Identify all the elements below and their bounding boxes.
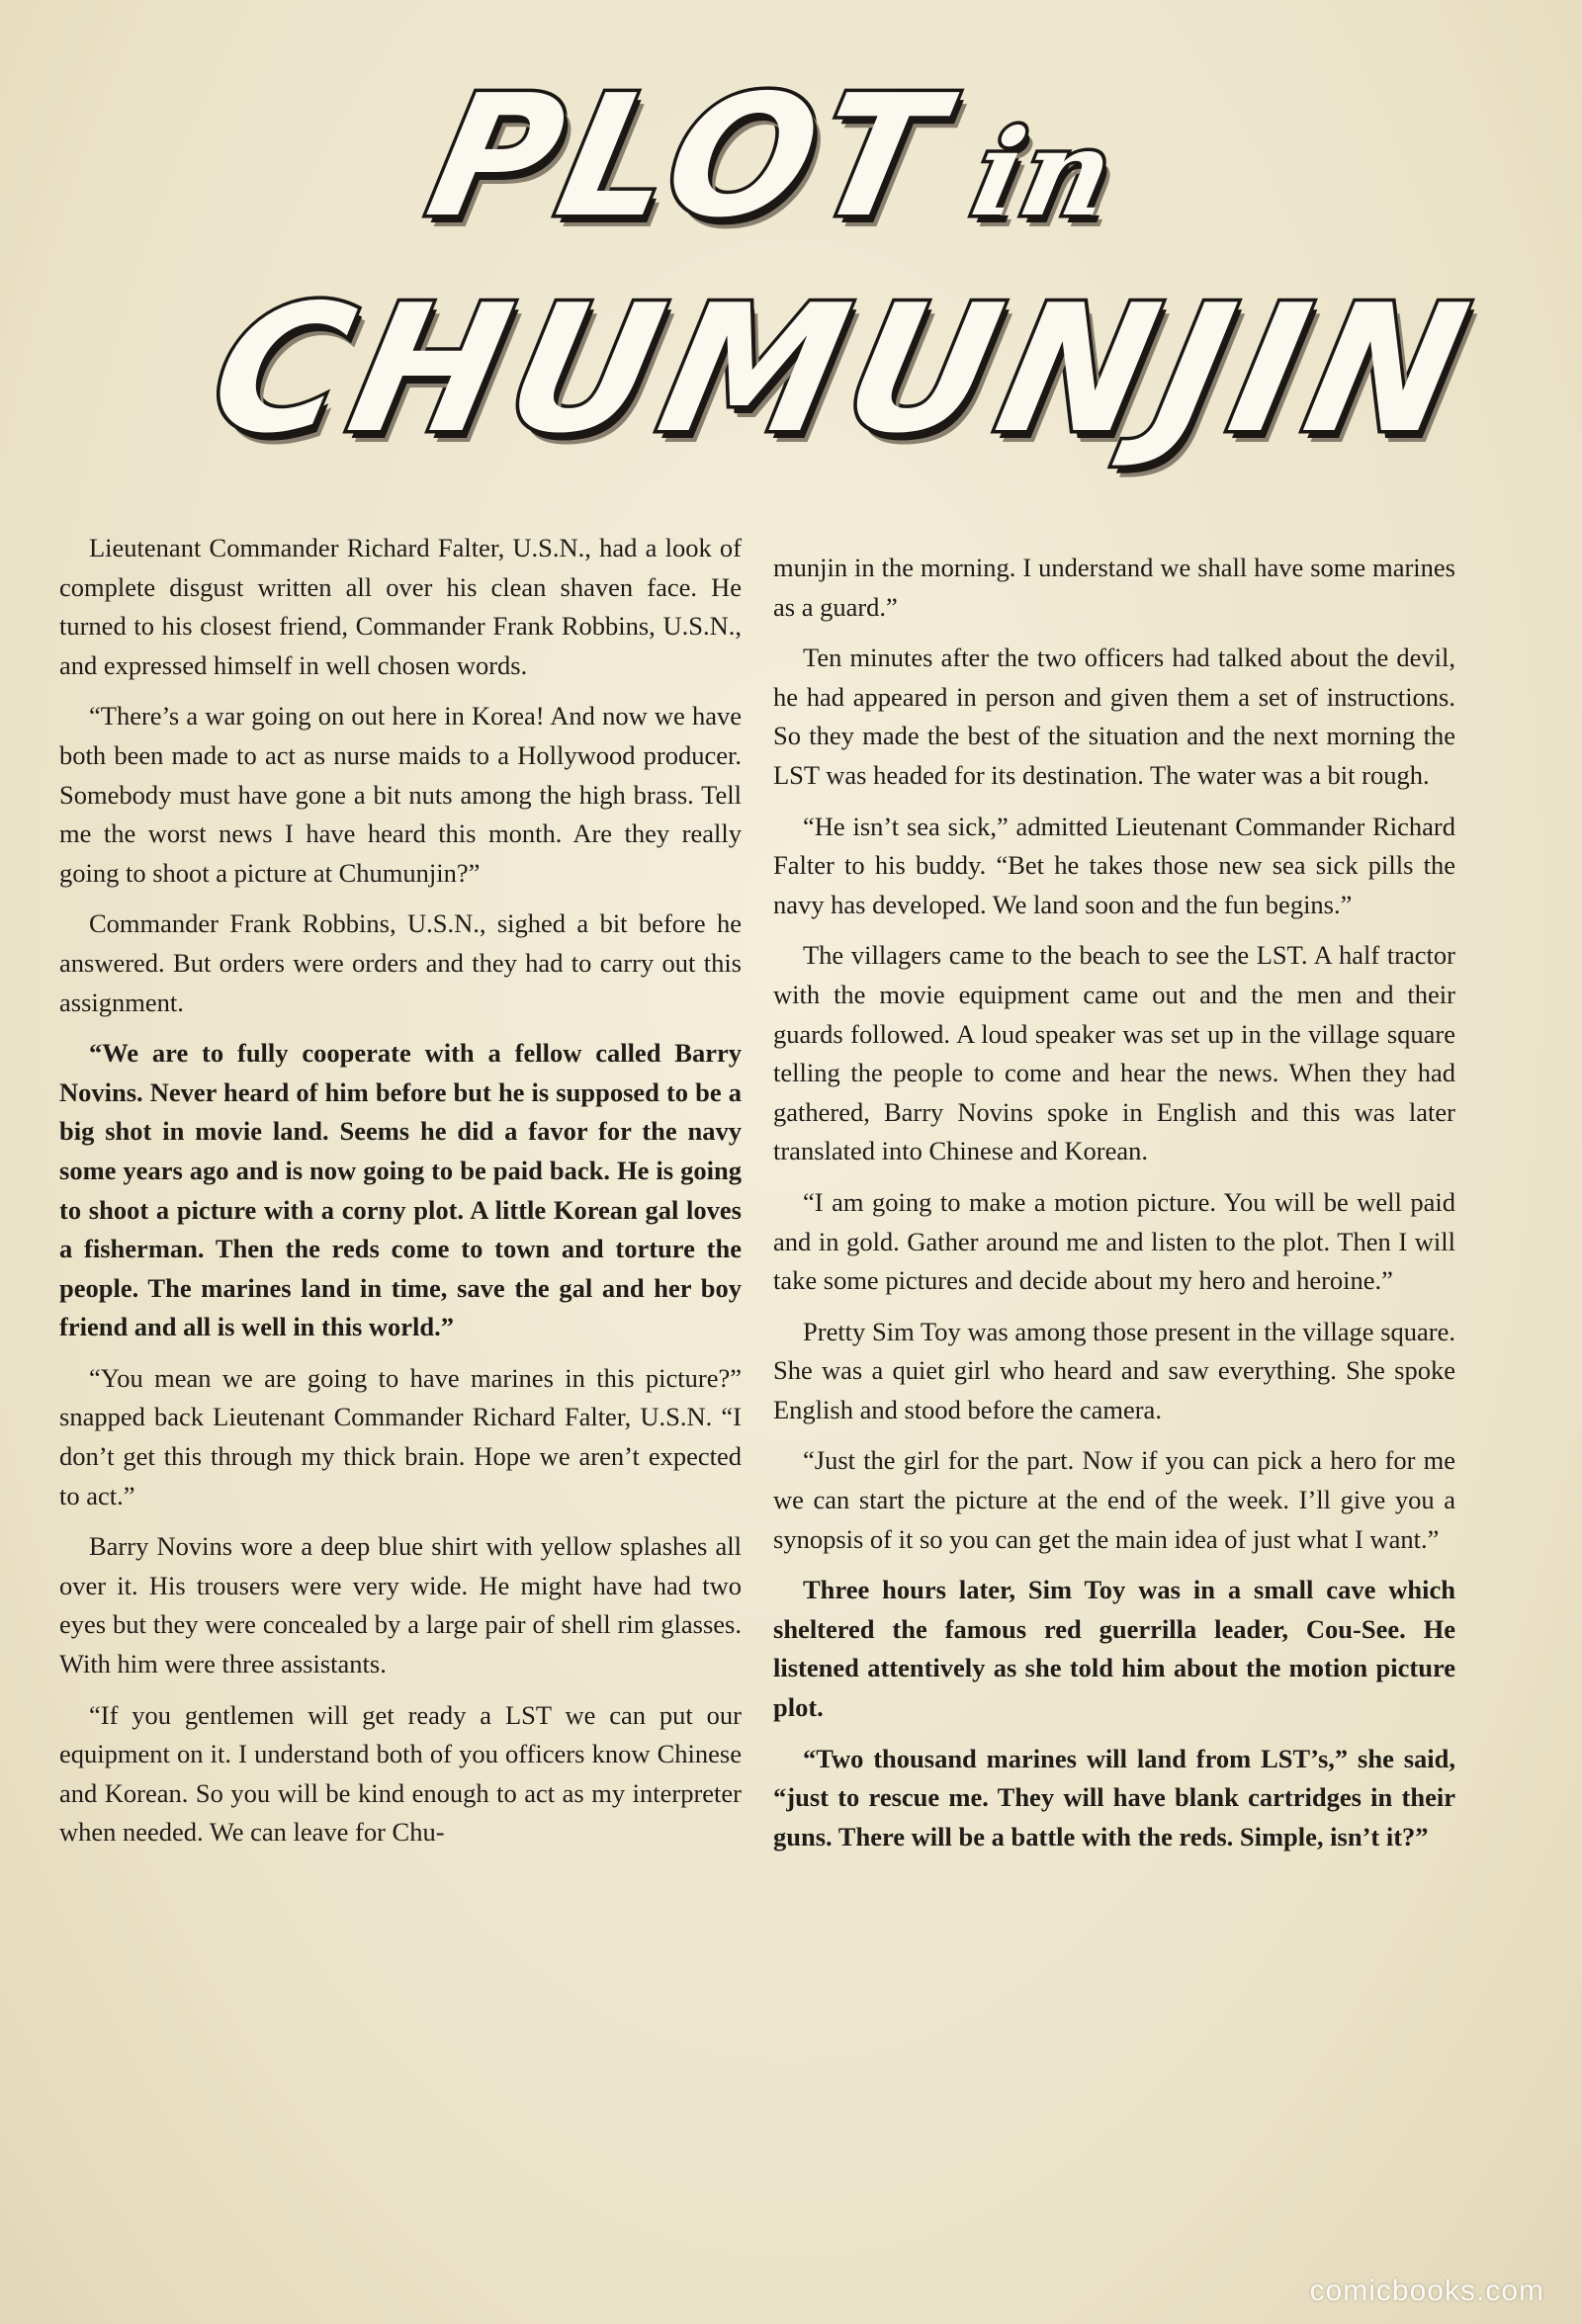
paragraph: “You mean we are going to have marines in this picture?” snapped back Lieutenant Commander Richard Falter, U.S.N. “I don’t get this through my thick brain. Hope we aren’t expected to act.”	[59, 1362, 742, 1510]
story-title	[0, 59, 1582, 494]
paragraph: “Just the girl for the part. Now if you can pick a hero for me we can start the picture at the end of the week. I’ll give you a synopsis of it so you can get the main idea of just what I want.”	[773, 1445, 1455, 1554]
paragraph: “We are to fully cooperate with a fellow called Barry Novins. Never heard of him before but he is supposed to be a big shot in movie land. Seems he did a favor for the navy some years ago and is now going to be paid back. He is going to shoot a picture with a corny plot. A little Korean gal loves a fisherman. Then the reds come to town and torture the people. The marines land in time, save the gal and her boy friend and all is well in this world.”	[59, 1038, 742, 1342]
paragraph: “Two thousand marines will land from LST’s,” she said, “just to rescue me. They will have blank cartridges in their guns. There will be a battle with the reds. Simple, isn’t it?”	[773, 1743, 1455, 1851]
title-word-plot: PLOT	[413, 59, 962, 255]
paragraph: The villagers came to the beach to see the LST. A half tractor with the movie equipment came out and the men and their guards followed. A loud speaker was set up in the village square telling the people to come and hear the news. When they had gathered, Barry Novins spoke in English and this was later translated into Chinese and Korean.	[773, 940, 1455, 1166]
paragraph: Ten minutes after the two officers had talked about the devil, he had appeared in person and given them a set of instructions. So they made the best of the situation and the next morning the LST was headed for its destination. The water was a bit rough.	[773, 643, 1455, 790]
paragraph: “If you gentlemen will get ready a LST we can put our equipment on it. I understand both of you officers know Chinese and Korean. So you will be kind enough to act as my interpreter when needed. We can leave for Chu-	[59, 1699, 742, 1848]
text-column-left	[59, 529, 742, 1864]
paragraph: Pretty Sim Toy was among those present in the village square. She was a quiet girl who heard and saw everything. She spoke English and stood before the camera.	[773, 1316, 1455, 1424]
site-watermark: comicbooks.com	[1309, 2275, 1544, 2307]
paragraph: “He isn’t sea sick,” admitted Lieutenant Commander Richard Falter to his buddy. “Bet he takes those new sea sick pills the navy has developed. We land soon and the fun begins.”	[773, 811, 1455, 919]
paragraph: Barry Novins wore a deep blue shirt with yellow splashes all over it. His trousers were very wide. He might have had two eyes but they were concealed by a large pair of shell rim glasses. With him were three assistants.	[59, 1531, 742, 1679]
paragraph: “I am going to make a motion picture. You will be well paid and in gold. Gather around me and listen to the plot. Then I will take some pictures and decide about my hero and heroine.”	[773, 1186, 1455, 1296]
paragraph: “There’s a war going on out here in Korea! And now we have both been made to act as nurse maids to a Hollywood producer. Somebody must have gone a bit nuts among the high brass. Tell me the worst news I have heard this month. Are they really going to shoot a picture at Chumunjin?”	[59, 701, 742, 888]
paragraph: Three hours later, Sim Toy was in a small cave which sheltered the famous red guerrilla leader, Cou-See. He listened attentively as she told him about the motion picture plot.	[773, 1575, 1455, 1723]
text-column-right	[773, 549, 1455, 1868]
title-line-1	[414, 59, 1136, 255]
paragraph: Lieutenant Commander Richard Falter, U.S.N., had a look of complete disgust written all over his clean shaven face. He turned to his closest friend, Commander Frank Robbins, U.S.N., and expressed himself in well chosen words.	[59, 533, 742, 680]
paragraph: Commander Frank Robbins, U.S.N., sighed a bit before he answered. But orders were orders and they had to carry out this assignment.	[59, 908, 742, 1017]
paragraph: munjin in the morning. I understand we shall have some marines as a guard.”	[773, 553, 1455, 622]
title-word-in: in	[961, 104, 1127, 243]
title-line-2: CHUMUNJIN	[196, 267, 1492, 472]
